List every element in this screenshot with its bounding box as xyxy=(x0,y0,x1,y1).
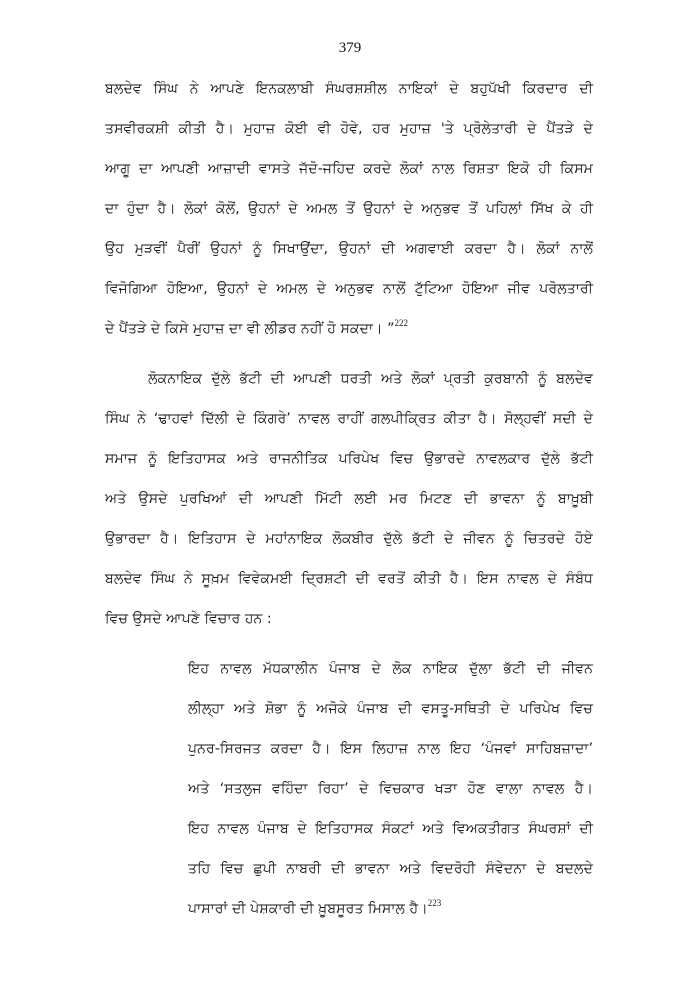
quote-line: ਅਤੇ ‘ਸਤਲੁਜ ਵਹਿੰਦਾ ਰਿਹਾ’ ਦੇ ਵਿਚਕਾਰ ਖੜਾ ਹੋਣ ਵਾਲਾ ਨਾਵਲ ਹੈ। xyxy=(188,781,593,797)
paragraph-line: ਵਿਜੋਗਿਆ ਹੋਇਆ, ਉਹਨਾਂ ਦੇ ਅਮਲ ਦੇ ਅਨੁਭਵ ਨਾਲੋਂ ਟੁੱਟਿਆ ਹੋਇਆ ਜੀਵ ਪਰੋਲਤਾਰੀ xyxy=(105,281,593,297)
quote-line: ਪੁਨਰ-ਸਿਰਜਤ ਕਰਦਾ ਹੈ। ਇਸ ਲਿਹਾਜ਼ ਨਾਲ ਇਹ ‘ਪੰਜਵਾਂ ਸਾਹਿਬਜ਼ਾਦਾ’ xyxy=(188,741,593,757)
quote-line: ਇਹ ਨਾਵਲ ਮੱਧਕਾਲੀਨ ਪੰਜਾਬ ਦੇ ਲੋਕ ਨਾਇਕ ਦੁੱਲਾ ਭੱਟੀ ਦੀ ਜੀਵਨ xyxy=(188,661,593,677)
paragraph-line: ਬਲਦੇਵ ਸਿੰਘ ਨੇ ਸੂਖ਼ਮ ਵਿਵੇਕਮਈ ਦ੍ਰਿਸ਼ਟੀ ਦੀ ਵਰਤੋਂ ਕੀਤੀ ਹੈ। ਇਸ ਨਾਵਲ ਦੇ ਸੰਬੰਧ xyxy=(105,571,593,587)
quote-line: ਤਹਿ ਵਿਚ ਛੁਪੀ ਨਾਬਰੀ ਦੀ ਭਾਵਨਾ ਅਤੇ ਵਿਦਰੋਹੀ ਸੰਵੇਦਨਾ ਦੇ ਬਦਲਦੇ xyxy=(188,861,593,877)
paragraph-line: ਆਗੂ ਦਾ ਆਪਣੀ ਆਜ਼ਾਦੀ ਵਾਸਤੇ ਜੱਦੋ-ਜਹਿਦ ਕਰਦੇ ਲੋਕਾਂ ਨਾਲ ਰਿਸ਼ਤਾ ਇਕੋ ਹੀ ਕਿਸਮ xyxy=(105,161,593,177)
footnote-marker: 223 xyxy=(427,898,442,908)
page-number: 379 xyxy=(338,40,362,56)
paragraph-line: ਸਮਾਜ ਨੂੰ ਇਤਿਹਾਸਕ ਅਤੇ ਰਾਜਨੀਤਿਕ ਪਰਿਪੇਖ ਵਿਚ ਉਭਾਰਦੇ ਨਾਵਲਕਾਰ ਦੁੱਲੇ ਭੱਟੀ xyxy=(105,451,593,467)
paragraph-last-line xyxy=(105,319,408,339)
paragraph-line: ਅਤੇ ਉਸਦੇ ਪੁਰਖਿਆਂ ਦੀ ਆਪਣੀ ਮਿੱਟੀ ਲਈ ਮਰ ਮਿਟਣ ਦੀ ਭਾਵਨਾ ਨੂੰ ਬਾਖ਼ੂਬੀ xyxy=(105,491,593,507)
paragraph-line: ਉਭਾਰਦਾ ਹੈ। ਇਤਿਹਾਸ ਦੇ ਮਹਾਂਨਾਇਕ ਲੋਕਬੀਰ ਦੁੱਲੇ ਭੱਟੀ ਦੇ ਜੀਵਨ ਨੂੰ ਚਿਤਰਦੇ ਹੋਏ xyxy=(105,531,593,547)
quote-last-line xyxy=(188,899,441,919)
quote-text: ਪਾਸਾਰਾਂ ਦੀ ਪੇਸ਼ਕਾਰੀ ਦੀ ਖ਼ੂਬਸੂਰਤ ਮਿਸਾਲ ਹੈ। xyxy=(188,901,428,917)
paragraph-line: ਬਲਦੇਵ ਸਿੰਘ ਨੇ ਆਪਣੇ ਇਨਕਲਾਬੀ ਸੰਘਰਸ਼ਸ਼ੀਲ ਨਾਇਕਾਂ ਦੇ ਬਹੁਪੱਖੀ ਕਿਰਦਾਰ ਦੀ xyxy=(105,81,593,97)
paragraph-first-line: ਲੋਕਨਾਇਕ ਦੁੱਲੇ ਭੱਟੀ ਦੀ ਆਪਣੀ ਧਰਤੀ ਅਤੇ ਲੋਕਾਂ ਪ੍ਰਤੀ ਕੁਰਬਾਨੀ ਨੂੰ ਬਲਦੇਵ xyxy=(148,371,593,387)
paragraph-line: ਦਾ ਹੁੰਦਾ ਹੈ। ਲੋਕਾਂ ਕੋਲੋਂ, ਉਹਨਾਂ ਦੇ ਅਮਲ ਤੋਂ ਉਹਨਾਂ ਦੇ ਅਨੁਭਵ ਤੋਂ ਪਹਿਲਾਂ ਸਿੱਖ ਕੇ ਹੀ xyxy=(105,201,593,217)
paragraph-line: ਉਹ ਮੁੜਵੀਂ ਪੈਰੀਂ ਉਹਨਾਂ ਨੂੰ ਸਿਖਾਉਂਦਾ, ਉਹਨਾਂ ਦੀ ਅਗਵਾਈ ਕਰਦਾ ਹੈ। ਲੋਕਾਂ ਨਾਲੋਂ xyxy=(105,241,593,257)
paragraph-line: ਸਿੰਘ ਨੇ ‘ਢਾਹਵਾਂ ਦਿੱਲੀ ਦੇ ਕਿੰਗਰੇ’ ਨਾਵਲ ਰਾਹੀਂ ਗਲਪੀਕ੍ਰਿਤ ਕੀਤਾ ਹੈ। ਸੋਲ੍ਹਵੀਂ ਸਦੀ ਦੇ xyxy=(105,411,593,427)
paragraph-text: ਦੇ ਪੈਂਤੜੇ ਦੇ ਕਿਸੇ ਮੁਹਾਜ਼ ਦਾ ਵੀ ਲੀਡਰ ਨਹੀਂ ਹੋ ਸਕਦਾ। ” xyxy=(105,321,395,337)
paragraph-last-line: ਵਿਚ ਉਸਦੇ ਆਪਣੇ ਵਿਚਾਰ ਹਨ : xyxy=(105,611,272,627)
paragraph-line: ਤਸਵੀਰਕਸ਼ੀ ਕੀਤੀ ਹੈ। ਮੁਹਾਜ਼ ਕੋਈ ਵੀ ਹੋਵੇ, ਹਰ ਮੁਹਾਜ਼ 'ਤੇ ਪ੍ਰੋਲੇਤਾਰੀ ਦੇ ਪੈਂਤੜੇ ਦੇ xyxy=(105,121,593,137)
footnote-marker: 222 xyxy=(394,318,408,328)
quote-line: ਇਹ ਨਾਵਲ ਪੰਜਾਬ ਦੇ ਇਤਿਹਾਸਕ ਸੰਕਟਾਂ ਅਤੇ ਵਿਅਕਤੀਗਤ ਸੰਘਰਸ਼ਾਂ ਦੀ xyxy=(188,821,593,837)
quote-line: ਲੀਲ੍ਹਾ ਅਤੇ ਸ਼ੋਭਾ ਨੂੰ ਅਜੋਕੇ ਪੰਜਾਬ ਦੀ ਵਸਤੂ-ਸਥਿਤੀ ਦੇ ਪਰਿਪੇਖ ਵਿਚ xyxy=(188,701,593,717)
